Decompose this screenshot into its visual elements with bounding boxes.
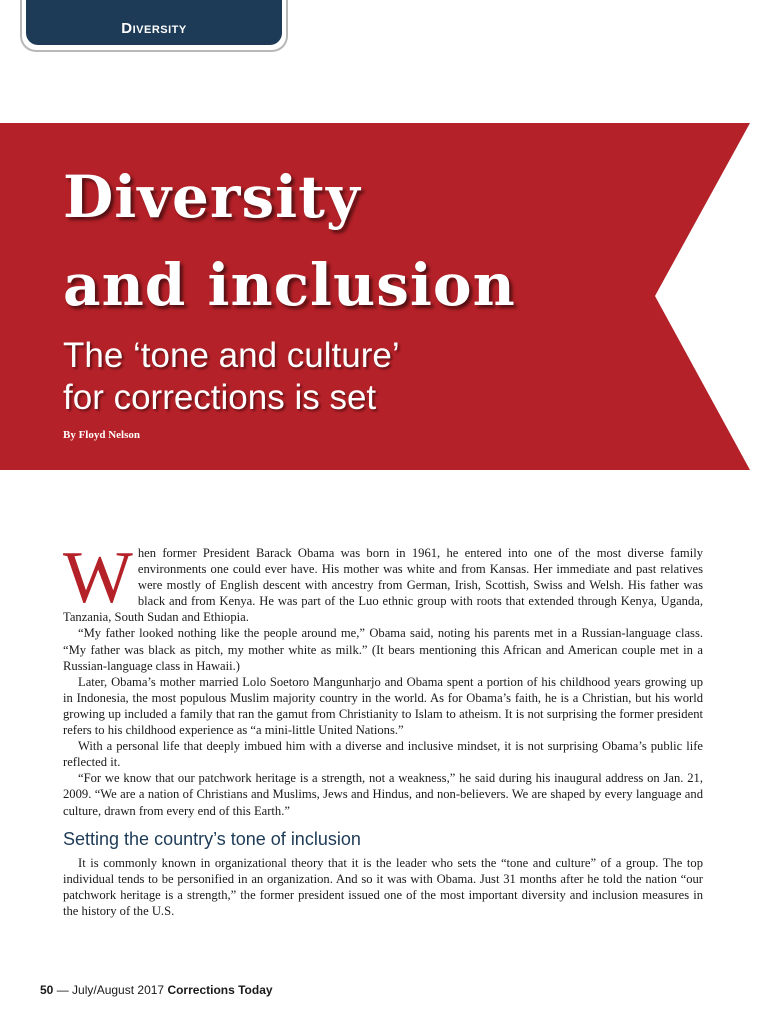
article-subheadline — [63, 335, 400, 419]
article-paragraph: With a personal life that deeply imbued him with a diverse and inclusive mindset, it is not surprising Obama’s public life reflected it. — [63, 739, 703, 770]
byline: By Floyd Nelson — [63, 429, 141, 441]
section-heading: Setting the country’s tone of inclusion — [63, 828, 361, 849]
article-paragraph: Later, Obama’s mother married Lolo Soetoro Mangunharjo and Obama spent a portion of his childhood years growing up in Indonesia, the most populous Muslim majority country in the world. As for Obama’s faith, he is a Christian, but his world growing up included a family that ran the gamut from Christianity to Islam to atheism. It is not surprising the former president refers to his childhood experience as “a mini-little United Nations.” — [63, 674, 703, 738]
article-paragraph — [63, 537, 703, 625]
article-paragraph: It is commonly known in organizational theory that it is the leader who sets the “tone and culture” of a group. The top individual tends to be personified in an organization. And so it was with Obama. Just 31 months after he told the nation “our patchwork heritage is a strength,” the former president issued one of the most important diversity and inclusion measures in the history of the U.S. — [63, 855, 703, 918]
page-number: 50 — [40, 983, 54, 997]
magazine-name: Corrections Today — [167, 983, 273, 997]
paragraph-text: hen former President Barack Obama was born in 1961, he entered into one of the most diverse family environments one could ever have. His mother was white and from Kansas. Her immediate and past relatives were mostly of English descent with ancestry from German, Irish, Scottish, Swiss and Welsh. His father was black and from Kenya. He was part of the Luo ethnic group with roots that extended through Kenya, Uganda, Tanzania, South Sudan and Ethiopia. — [63, 546, 703, 625]
headline-line-2: and inclusion — [63, 251, 516, 319]
section-label: Diversity — [121, 20, 187, 37]
footer-dash: — — [53, 983, 73, 997]
subhead-line-2: for corrections is set — [63, 378, 377, 417]
subhead-line-1: The ‘tone and culture’ — [63, 336, 400, 375]
article-paragraph: “My father looked nothing like the people around me,” Obama said, noting his parents met in a Russian-language class. “My father was black as pitch, my mother white as milk.” (It bears mentioning this African and American couple met in a Russian-language class in Hawaii.) — [63, 626, 703, 673]
headline-line-1: Diversity — [63, 163, 361, 231]
article-body — [63, 537, 703, 919]
section-tab — [20, 0, 288, 52]
page-footer — [40, 983, 273, 997]
article-headline — [63, 153, 516, 329]
article-paragraph: “For we know that our patchwork heritage is a strength, not a weakness,” he said during his inaugural address on Jan. 21, 2009. “We are a nation of Christians and Muslims, Jews and Hindus, and non-believers. We are shaped by every language and culture, drawn from every end of this Earth.” — [63, 771, 703, 818]
drop-cap: W — [63, 537, 133, 619]
issue-date: July/August 2017 — [72, 983, 168, 997]
